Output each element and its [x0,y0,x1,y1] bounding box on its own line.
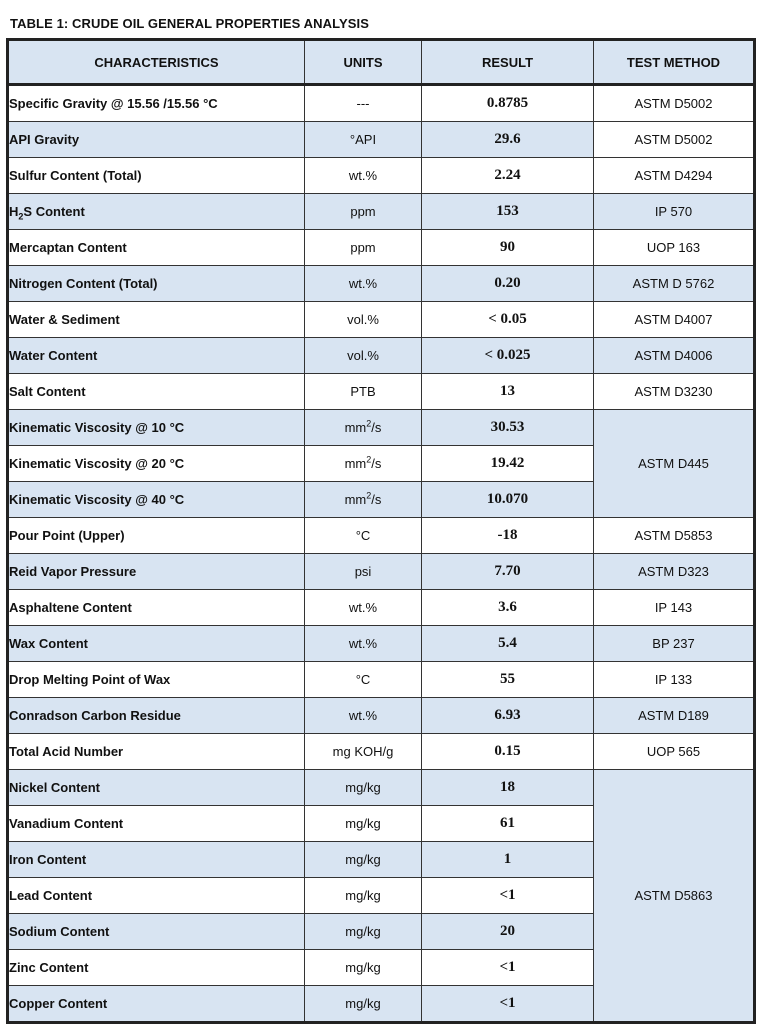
unit-cell [305,410,422,446]
result-cell: 7.70 [422,554,594,590]
result-cell: 55 [422,662,594,698]
characteristic-cell: Conradson Carbon Residue [8,698,305,734]
method-cell: ASTM D4294 [594,158,755,194]
properties-table [6,38,756,1024]
table-row [8,662,755,698]
unit-cell: psi [305,554,422,590]
header-test-method: TEST METHOD [594,40,755,85]
table-row [8,554,755,590]
result-cell: 0.8785 [422,85,594,122]
result-cell: 19.42 [422,446,594,482]
characteristic-cell: Sodium Content [8,914,305,950]
method-cell: ASTM D5863 [594,770,755,1023]
table-row [8,518,755,554]
result-cell: 1 [422,842,594,878]
table-row [8,266,755,302]
unit-cell: wt.% [305,590,422,626]
method-cell: ASTM D5853 [594,518,755,554]
unit-cell [305,446,422,482]
result-cell: 153 [422,194,594,230]
result-cell: 10.070 [422,482,594,518]
method-cell: ASTM D4007 [594,302,755,338]
unit-cell: PTB [305,374,422,410]
table-row [8,158,755,194]
characteristic-cell: Salt Content [8,374,305,410]
result-cell: 2.24 [422,158,594,194]
unit-cell: mg/kg [305,806,422,842]
unit-cell: wt.% [305,626,422,662]
characteristic-cell: Nitrogen Content (Total) [8,266,305,302]
unit-cell: mg/kg [305,878,422,914]
result-cell: 0.15 [422,734,594,770]
unit-suffix: /s [371,492,382,507]
header-result: RESULT [422,40,594,85]
table-row [8,85,755,122]
method-cell: IP 143 [594,590,755,626]
characteristic-cell: Iron Content [8,842,305,878]
unit-cell: ppm [305,230,422,266]
header-row [8,40,755,85]
unit-cell: mg/kg [305,950,422,986]
table-row [8,374,755,410]
h2s-suffix: S Content [23,204,85,219]
unit-cell: wt.% [305,158,422,194]
method-cell: ASTM D 5762 [594,266,755,302]
unit-cell: mg/kg [305,914,422,950]
header-characteristics: CHARACTERISTICS [8,40,305,85]
table-row [8,338,755,374]
characteristic-cell: Drop Melting Point of Wax [8,662,305,698]
unit-suffix: /s [371,420,382,435]
characteristic-cell: Specific Gravity @ 15.56 /15.56 °C [8,85,305,122]
header-units: UNITS [305,40,422,85]
method-cell: ASTM D445 [594,410,755,518]
table-row [8,770,755,806]
characteristic-cell: Sulfur Content (Total) [8,158,305,194]
table-row [8,122,755,158]
method-cell: UOP 565 [594,734,755,770]
unit-cell: wt.% [305,266,422,302]
characteristic-cell: Pour Point (Upper) [8,518,305,554]
result-cell: 13 [422,374,594,410]
characteristic-cell: Water & Sediment [8,302,305,338]
characteristic-cell: Kinematic Viscosity @ 40 °C [8,482,305,518]
result-cell: 20 [422,914,594,950]
characteristic-cell: Water Content [8,338,305,374]
unit-superscript: 2 [366,490,372,501]
table-row [8,698,755,734]
result-cell: 0.20 [422,266,594,302]
result-cell: 5.4 [422,626,594,662]
method-cell: BP 237 [594,626,755,662]
characteristic-cell: Kinematic Viscosity @ 10 °C [8,410,305,446]
characteristic-cell: Wax Content [8,626,305,662]
table-row [8,734,755,770]
unit-base: mm [344,420,367,435]
result-cell: <1 [422,950,594,986]
method-cell: ASTM D5002 [594,122,755,158]
unit-cell: --- [305,85,422,122]
unit-cell: °C [305,518,422,554]
unit-cell: mg/kg [305,842,422,878]
characteristic-cell: Zinc Content [8,950,305,986]
characteristic-cell: Nickel Content [8,770,305,806]
h2s-subscript: 2 [18,211,24,222]
h2s-prefix: H [9,204,19,219]
characteristic-cell: Total Acid Number [8,734,305,770]
result-cell: <1 [422,986,594,1023]
unit-cell: mg/kg [305,986,422,1023]
characteristic-cell: Kinematic Viscosity @ 20 °C [8,446,305,482]
characteristic-cell: Mercaptan Content [8,230,305,266]
characteristic-cell: API Gravity [8,122,305,158]
result-cell: < 0.05 [422,302,594,338]
table-row [8,302,755,338]
unit-cell: vol.% [305,338,422,374]
characteristic-cell: Reid Vapor Pressure [8,554,305,590]
unit-cell: wt.% [305,698,422,734]
result-cell: 90 [422,230,594,266]
method-cell: ASTM D323 [594,554,755,590]
method-cell: IP 133 [594,662,755,698]
table-row [8,194,755,230]
unit-base: mm [344,456,367,471]
result-cell: 29.6 [422,122,594,158]
unit-cell: °C [305,662,422,698]
table-row [8,590,755,626]
method-cell: IP 570 [594,194,755,230]
table-row [8,626,755,662]
table-row [8,410,755,446]
table-row [8,230,755,266]
characteristic-cell: Lead Content [8,878,305,914]
unit-superscript: 2 [366,454,372,465]
result-cell: < 0.025 [422,338,594,374]
result-cell: 6.93 [422,698,594,734]
result-cell: <1 [422,878,594,914]
characteristic-cell: Copper Content [8,986,305,1023]
characteristic-cell: Vanadium Content [8,806,305,842]
unit-suffix: /s [371,456,382,471]
unit-cell: mg/kg [305,770,422,806]
unit-cell: mg KOH/g [305,734,422,770]
characteristic-cell [8,194,305,230]
unit-superscript: 2 [366,418,372,429]
unit-cell: vol.% [305,302,422,338]
unit-base: mm [344,492,367,507]
method-cell: ASTM D3230 [594,374,755,410]
method-cell: ASTM D189 [594,698,755,734]
unit-cell: ppm [305,194,422,230]
result-cell: 18 [422,770,594,806]
method-cell: ASTM D4006 [594,338,755,374]
method-cell: UOP 163 [594,230,755,266]
unit-cell [305,482,422,518]
result-cell: 30.53 [422,410,594,446]
result-cell: -18 [422,518,594,554]
method-cell: ASTM D5002 [594,85,755,122]
result-cell: 3.6 [422,590,594,626]
characteristic-cell: Asphaltene Content [8,590,305,626]
result-cell: 61 [422,806,594,842]
table-caption: TABLE 1: CRUDE OIL GENERAL PROPERTIES ANALYSIS [10,16,370,31]
unit-cell: °API [305,122,422,158]
